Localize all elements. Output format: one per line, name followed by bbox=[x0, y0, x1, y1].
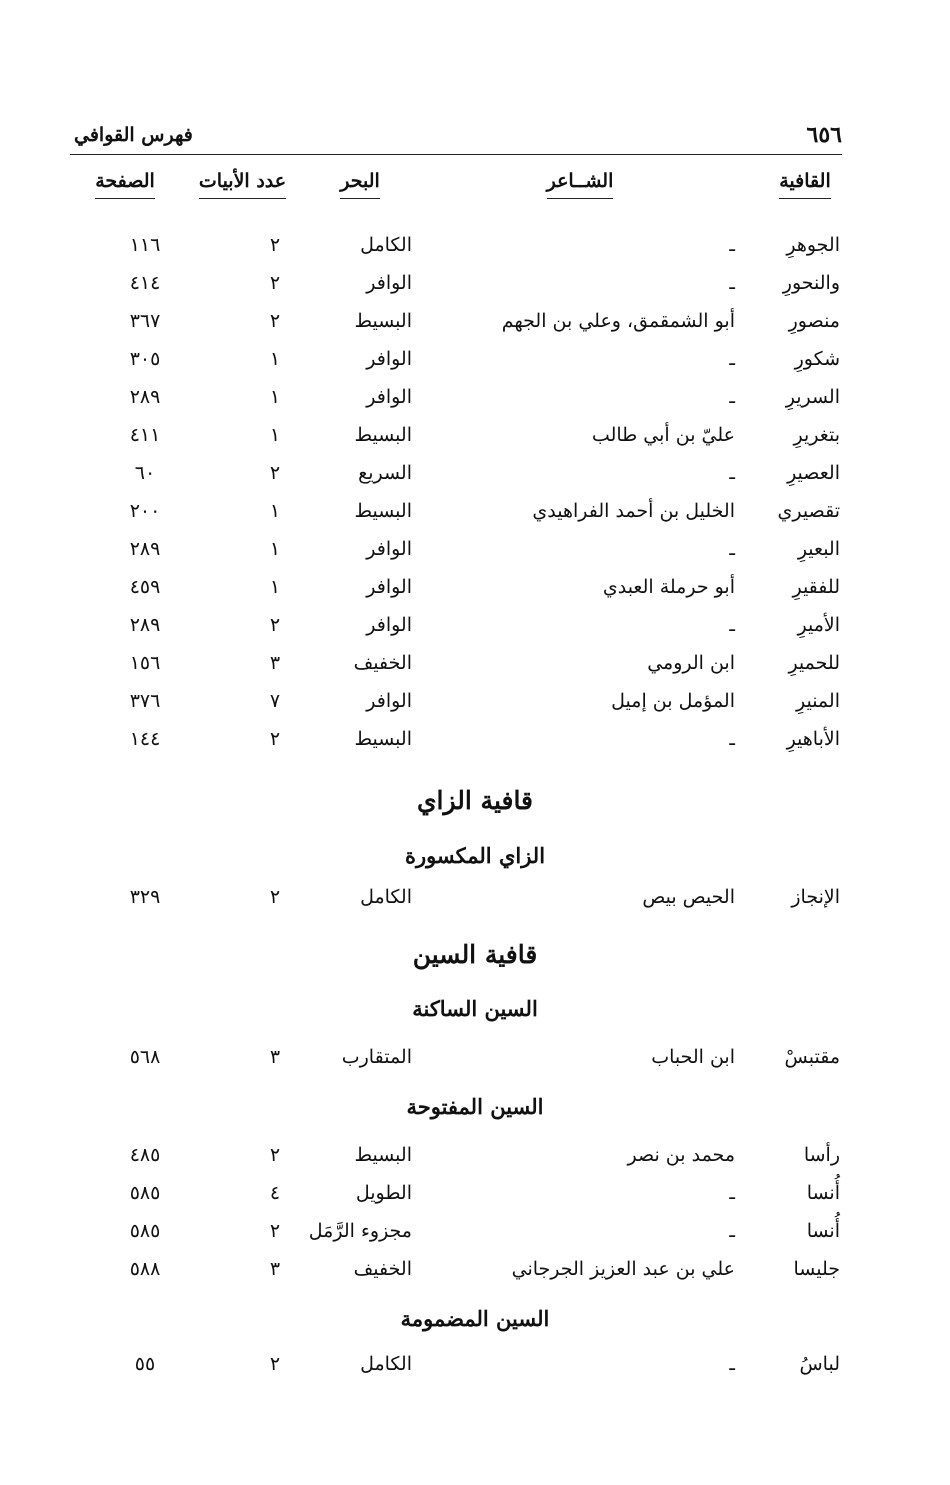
page-cell: ٥٦٨ bbox=[129, 1046, 161, 1068]
rhyme-cell: تقصيري bbox=[777, 500, 840, 522]
rhyme-cell: منصورِ bbox=[788, 310, 840, 332]
poet-cell: أبو الشمقمق، وعلي بن الجهم bbox=[501, 310, 735, 332]
page-cell: ٢٨٩ bbox=[129, 614, 161, 636]
meter-cell: الكامل bbox=[360, 1353, 412, 1375]
zay-rows bbox=[0, 880, 950, 918]
verses-cell: ٢ bbox=[269, 886, 281, 908]
seen-madmuma-rows bbox=[0, 1347, 950, 1385]
poet-cell: علي بن عبد العزيز الجرجاني bbox=[511, 1258, 735, 1280]
table-row bbox=[0, 342, 950, 380]
verses-cell: ٢ bbox=[269, 272, 281, 294]
table-row bbox=[0, 494, 950, 532]
page-cell: ٢٠٠ bbox=[129, 500, 161, 522]
poet-cell: ـ bbox=[729, 348, 735, 370]
verses-cell: ٢ bbox=[269, 310, 281, 332]
meter-cell: مجزوء الرَّمَل bbox=[308, 1220, 412, 1242]
rhyme-cell: الأباهيرِ bbox=[786, 728, 840, 750]
verses-cell: ٣ bbox=[269, 652, 281, 674]
rhyme-cell: الأميرِ bbox=[797, 614, 840, 636]
rhyme-cell: رأسا bbox=[803, 1144, 840, 1166]
meter-cell: البسيط bbox=[354, 500, 412, 522]
subsection-title-zay-maksura: الزاي المكسورة bbox=[404, 843, 546, 868]
verses-cell: ١ bbox=[269, 538, 281, 560]
meter-cell: الخفيف bbox=[353, 652, 412, 674]
table-row bbox=[0, 608, 950, 646]
meter-cell: الوافر bbox=[366, 538, 412, 560]
table-row bbox=[0, 532, 950, 570]
page-cell: ١٥٦ bbox=[129, 652, 161, 674]
meter-cell: البسيط bbox=[354, 424, 412, 446]
running-header bbox=[70, 118, 842, 152]
poet-cell: ـ bbox=[729, 728, 735, 750]
page-cell: ١٤٤ bbox=[129, 728, 161, 750]
verses-cell: ٣ bbox=[269, 1046, 281, 1068]
poet-cell: عليّ بن أبي طالب bbox=[591, 424, 735, 446]
page-cell: ٦٠ bbox=[134, 462, 156, 484]
page-cell: ٤٥٩ bbox=[129, 576, 161, 598]
table-row bbox=[0, 456, 950, 494]
page-number: ٦٥٦ bbox=[806, 122, 842, 148]
rhyme-cell: أُنسا bbox=[806, 1220, 840, 1242]
page-cell: ٣٦٧ bbox=[129, 310, 161, 332]
rhyme-cell: جليسا bbox=[793, 1258, 840, 1280]
index-title: فهرس القوافي bbox=[74, 124, 193, 146]
page-cell: ٥٨٨ bbox=[129, 1258, 161, 1280]
meter-cell: الوافر bbox=[366, 576, 412, 598]
rhyme-cell: العصيرِ bbox=[787, 462, 840, 484]
page-cell: ٣٠٥ bbox=[129, 348, 161, 370]
poet-cell: ـ bbox=[729, 462, 735, 484]
verses-cell: ٢ bbox=[269, 728, 281, 750]
verses-cell: ١ bbox=[269, 500, 281, 522]
page-cell: ٥٨٥ bbox=[129, 1220, 161, 1242]
section-title-seen: قافية السين bbox=[412, 940, 538, 969]
verses-cell: ٢ bbox=[269, 614, 281, 636]
table-row bbox=[0, 380, 950, 418]
verses-cell: ٢ bbox=[269, 462, 281, 484]
table-row bbox=[0, 1138, 950, 1176]
table-row bbox=[0, 1214, 950, 1252]
page-cell: ٥٨٥ bbox=[129, 1182, 161, 1204]
verses-cell: ٣ bbox=[269, 1258, 281, 1280]
seen-sakina-rows bbox=[0, 1040, 950, 1078]
table-row bbox=[0, 266, 950, 304]
rhyme-cell: مقتبسْ bbox=[784, 1046, 840, 1068]
subsection-title-seen-sakina: السين الساكنة bbox=[412, 996, 538, 1021]
table-row bbox=[0, 304, 950, 342]
rhyme-cell: شكورِ bbox=[794, 348, 840, 370]
meter-cell: الوافر bbox=[366, 272, 412, 294]
meter-cell: البسيط bbox=[354, 728, 412, 750]
header-rule bbox=[70, 154, 842, 155]
page-cell: ٥٥ bbox=[134, 1353, 156, 1375]
verses-cell: ٧ bbox=[269, 690, 281, 712]
meter-cell: المتقارب bbox=[341, 1046, 412, 1068]
meter-cell: الوافر bbox=[366, 348, 412, 370]
table-row bbox=[0, 722, 950, 760]
verses-cell: ٢ bbox=[269, 1220, 281, 1242]
rhyme-cell: السريرِ bbox=[785, 386, 840, 408]
meter-cell: السريع bbox=[358, 462, 412, 484]
table-row bbox=[0, 570, 950, 608]
rhyme-cell: للحميرِ bbox=[788, 652, 840, 674]
meter-cell: الوافر bbox=[366, 690, 412, 712]
page-cell: ٣٧٦ bbox=[129, 690, 161, 712]
poet-cell: الحيص بيص bbox=[642, 886, 735, 908]
rhyme-cell: للفقيرِ bbox=[792, 576, 840, 598]
table-row bbox=[0, 1176, 950, 1214]
rhyme-cell: والنحورِ bbox=[782, 272, 840, 294]
poet-cell: ابن الرومي bbox=[647, 652, 735, 674]
poet-cell: ـ bbox=[729, 386, 735, 408]
col-head-poet: الشــاعر bbox=[460, 170, 700, 199]
column-headers bbox=[0, 170, 950, 220]
table-row bbox=[0, 228, 950, 266]
poet-cell: ـ bbox=[729, 1353, 735, 1375]
meter-cell: الوافر bbox=[366, 386, 412, 408]
table-row bbox=[0, 1347, 950, 1385]
col-head-meter: البحر bbox=[325, 170, 395, 199]
verses-cell: ٤ bbox=[269, 1182, 281, 1204]
rhyme-cell: بتغريرِ bbox=[793, 424, 840, 446]
page-cell: ٢٨٩ bbox=[129, 538, 161, 560]
subsection-title-seen-maftuha: السين المفتوحة bbox=[406, 1094, 544, 1119]
verses-cell: ٢ bbox=[269, 234, 281, 256]
meter-cell: البسيط bbox=[354, 1144, 412, 1166]
poet-cell: المؤمل بن إميل bbox=[611, 690, 735, 712]
meter-cell: الكامل bbox=[360, 234, 412, 256]
table-row bbox=[0, 1252, 950, 1290]
table-row bbox=[0, 880, 950, 918]
table-row bbox=[0, 1040, 950, 1078]
page-cell: ٤٨٥ bbox=[129, 1144, 161, 1166]
page-cell: ١١٦ bbox=[129, 234, 161, 256]
rhyme-cell: المنيرِ bbox=[795, 690, 840, 712]
col-head-page: الصفحة bbox=[85, 170, 165, 199]
poet-cell: الخليل بن أحمد الفراهيدي bbox=[532, 500, 735, 522]
poet-cell: أبو حرملة العبدي bbox=[602, 576, 735, 598]
poet-cell: محمد بن نصر bbox=[627, 1144, 735, 1166]
rhyme-cell: أُنسا bbox=[806, 1182, 840, 1204]
poet-cell: ـ bbox=[729, 538, 735, 560]
verses-cell: ٢ bbox=[269, 1353, 281, 1375]
poet-cell: ـ bbox=[729, 614, 735, 636]
rhyme-cell: الجوهرِ bbox=[786, 234, 840, 256]
verses-cell: ١ bbox=[269, 386, 281, 408]
ra-rows bbox=[0, 228, 950, 760]
verses-cell: ١ bbox=[269, 348, 281, 370]
meter-cell: الطويل bbox=[355, 1182, 412, 1204]
seen-maftuha-rows bbox=[0, 1138, 950, 1290]
meter-cell: الخفيف bbox=[353, 1258, 412, 1280]
verses-cell: ٢ bbox=[269, 1144, 281, 1166]
meter-cell: الوافر bbox=[366, 614, 412, 636]
rhyme-cell: لباسُ bbox=[799, 1353, 840, 1375]
meter-cell: البسيط bbox=[354, 310, 412, 332]
rhyme-cell: البعيرِ bbox=[797, 538, 840, 560]
page-cell: ٤١١ bbox=[129, 424, 161, 446]
subsection-title-seen-madmuma: السين المضمومة bbox=[400, 1306, 550, 1331]
table-row bbox=[0, 646, 950, 684]
table-row bbox=[0, 418, 950, 456]
verses-cell: ١ bbox=[269, 576, 281, 598]
poet-cell: ـ bbox=[729, 234, 735, 256]
meter-cell: الكامل bbox=[360, 886, 412, 908]
table-row bbox=[0, 684, 950, 722]
poet-cell: ـ bbox=[729, 1220, 735, 1242]
poet-cell: ـ bbox=[729, 272, 735, 294]
page-cell: ٤١٤ bbox=[129, 272, 161, 294]
col-head-rhyme: القافية bbox=[770, 170, 840, 199]
col-head-verses: عدد الأبيات bbox=[185, 170, 300, 199]
rhyme-cell: الإنجاز bbox=[791, 886, 840, 908]
page-cell: ٣٢٩ bbox=[129, 886, 161, 908]
poet-cell: ابن الحباب bbox=[651, 1046, 735, 1068]
section-title-zay: قافية الزاي bbox=[416, 786, 534, 815]
verses-cell: ١ bbox=[269, 424, 281, 446]
poet-cell: ـ bbox=[729, 1182, 735, 1204]
page-cell: ٢٨٩ bbox=[129, 386, 161, 408]
